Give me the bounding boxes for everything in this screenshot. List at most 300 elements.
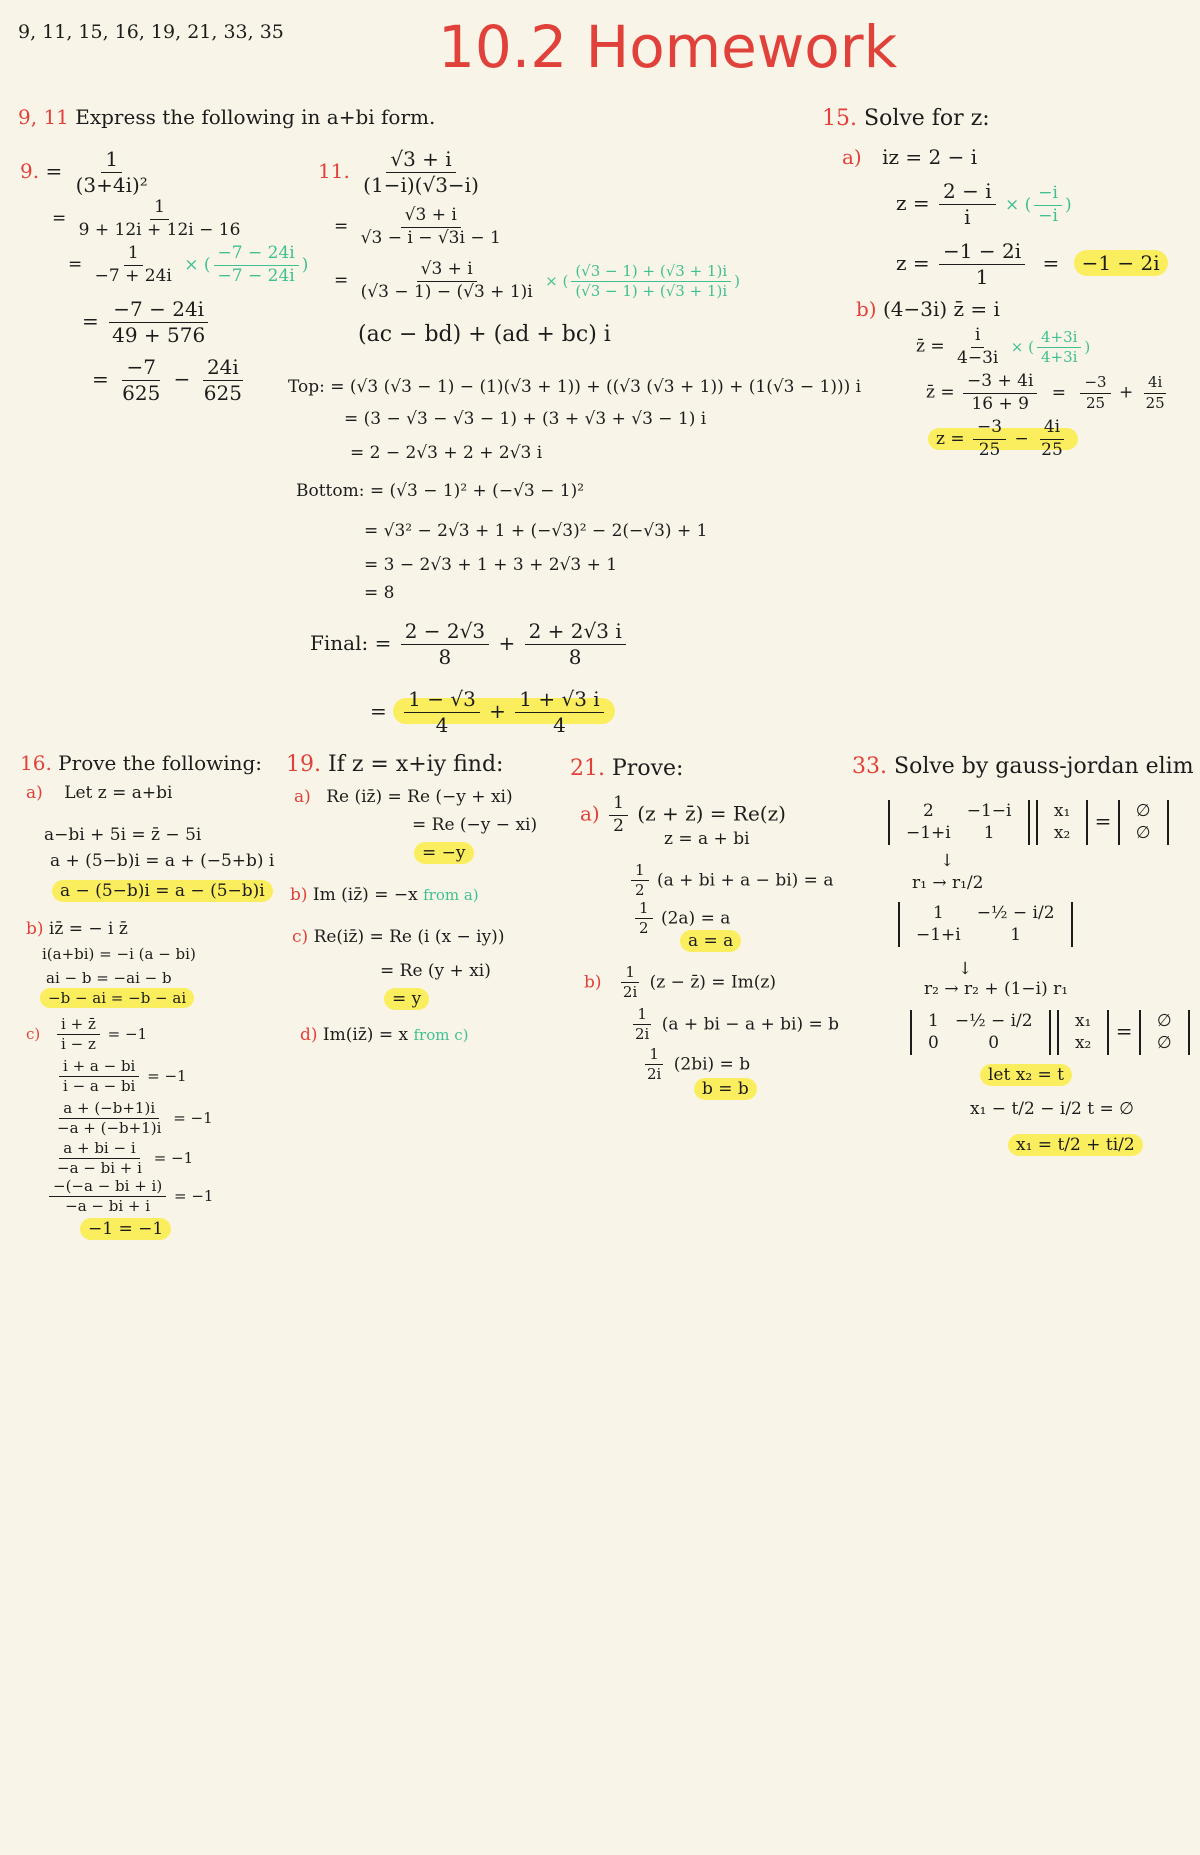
times-sign: × — [1010, 337, 1024, 356]
highlighted-answer: a = a — [680, 930, 741, 952]
expression: Let z = a+bi — [64, 783, 173, 803]
cell: −1−i — [966, 801, 1012, 821]
cell: −½ − i/2 — [976, 903, 1055, 923]
part-label: d) — [300, 1025, 318, 1045]
fraction — [1080, 374, 1110, 412]
p11-answer — [370, 688, 615, 737]
p9-line-5 — [92, 356, 249, 405]
p16-b-1: i(a+bi) = −i (a − bi) — [42, 945, 196, 963]
fraction — [200, 356, 246, 405]
fraction — [973, 418, 1006, 460]
heading-text: Express the following in a+bi form. — [75, 105, 436, 129]
times-sign: × — [184, 254, 199, 275]
p11-line-3 — [334, 260, 740, 302]
denominator: (√3 − 1) + (√3 + 1)i — [575, 282, 728, 301]
fraction — [631, 862, 649, 900]
equals: = — [374, 631, 392, 655]
p11-top-1 — [288, 378, 861, 398]
top-label: Top: — [288, 377, 325, 397]
p19-a-1 — [294, 788, 513, 808]
times-sign: × — [545, 271, 558, 290]
fraction — [939, 240, 1025, 289]
denominator: 2i — [635, 1025, 650, 1044]
variable-vector — [1036, 800, 1088, 845]
denominator: −7 − 24i — [217, 265, 295, 286]
p11-bottom-2: = √3² − 2√3 + 1 + (−√3)² − 2(−√3) + 1 — [364, 521, 708, 541]
minus: − — [1014, 428, 1029, 449]
numerator: −3 — [1080, 374, 1110, 393]
denominator: −7 + 24i — [94, 265, 172, 286]
conjugate-multiplier: × ( $\frac{-i}{-i}$ ) — [1004, 183, 1072, 226]
numerator: √3 + i — [401, 206, 461, 228]
numerator: −i — [1034, 184, 1062, 206]
p15-a-3 — [896, 240, 1168, 289]
fraction — [643, 1046, 665, 1084]
numerator: (√3 − 1) + (√3 + 1)i — [571, 263, 731, 282]
plus: + — [498, 631, 516, 655]
numerator: 4i — [1144, 374, 1166, 393]
expression: = (√3 (√3 − 1) − (1)(√3 + 1)) + ((√3 (√3 + 1)) + (1(√3 − 1))) i — [330, 377, 862, 397]
lhs: z = — [896, 191, 930, 215]
denominator: 8 — [568, 645, 582, 669]
result: = −1 — [107, 1024, 148, 1043]
p19-a-2: = Re (−y − xi) — [412, 815, 538, 835]
conjugate-multiplier: × ( $\frac{-7 - 24i}{-7 - 24i}$ ) — [184, 243, 309, 286]
denominator: 2 — [635, 881, 645, 900]
part-label: a) — [26, 783, 43, 803]
fraction — [53, 1140, 146, 1178]
p19-c-2: = Re (y + xi) — [380, 961, 491, 981]
fraction — [53, 1100, 165, 1138]
p15-a-2 — [896, 180, 1072, 229]
numerator: −7 − 24i — [109, 298, 208, 323]
cell: −½ − i/2 — [954, 1011, 1033, 1031]
fraction — [953, 326, 1002, 368]
expression: (4−3i) z̄ = i — [882, 297, 1000, 321]
numerator: √3 + i — [417, 260, 477, 282]
p16-b-3 — [40, 990, 194, 1007]
heading-text: Prove the following: — [58, 751, 263, 775]
heading-text: Solve by gauss-jordan elim — [894, 754, 1194, 779]
p33-system — [888, 800, 1169, 845]
part-label: a) — [580, 801, 600, 826]
p11-bottom-1 — [296, 482, 584, 502]
numerator: −3 — [973, 418, 1006, 440]
result: = −1 — [173, 1186, 214, 1205]
numerator: a + (−b+1)i — [59, 1100, 159, 1119]
denominator: 2 — [639, 919, 649, 938]
p21-a-5 — [680, 932, 741, 952]
p16-a-0 — [26, 784, 172, 804]
p33-step-1: r₁ → r₁/2 — [912, 873, 984, 893]
cell: 1 — [928, 1011, 939, 1031]
numerator: 2 − i — [939, 180, 996, 205]
fraction — [619, 964, 641, 1002]
denominator: i − z — [61, 1035, 96, 1054]
conjugate-multiplier: × ( $\frac{(√3 - 1) + (√3 + 1)i}{(√3 - 1) + (√3 + 1)i}$ ) — [545, 261, 740, 301]
equals: = — [334, 270, 349, 291]
part-label: a) — [294, 787, 311, 807]
denominator: i — [964, 205, 971, 229]
result: = −1 — [147, 1066, 187, 1085]
p11-line-1 — [318, 148, 486, 197]
down-arrow-icon: ↓ — [940, 851, 955, 871]
highlighted-answer: −1 = −1 — [80, 1218, 171, 1240]
fraction — [609, 794, 628, 836]
conjugate-multiplier: × ( $\frac{4+3i}{4+3i}$ ) — [1010, 327, 1091, 367]
cell: ∅ — [1156, 1032, 1172, 1053]
fraction — [939, 180, 996, 229]
reference-note: from a) — [423, 886, 479, 904]
cell: ∅ — [1135, 822, 1151, 843]
heading-text: Solve for z: — [864, 106, 990, 131]
expression: (2a) = a — [660, 908, 731, 929]
p21-b-4 — [694, 1080, 757, 1100]
fraction — [1142, 374, 1169, 412]
denominator: 25 — [1085, 393, 1106, 412]
numerator: 1 − √3 — [404, 688, 480, 713]
denominator: 49 + 576 — [112, 323, 206, 347]
denominator: −a − bi + i — [57, 1159, 142, 1178]
highlighted-answer: b = b — [694, 1078, 757, 1100]
cell: 1 — [932, 903, 944, 923]
p16-heading — [20, 752, 262, 775]
p19-c-3 — [384, 990, 429, 1010]
problem-number: 11. — [318, 159, 350, 183]
cell: −1+i — [906, 822, 951, 843]
times-sign: × — [1004, 195, 1020, 215]
highlighted-assumption: let x₂ = t — [980, 1064, 1072, 1086]
p19-b-1 — [290, 886, 479, 906]
p21-a-3 — [628, 862, 833, 900]
p9-line-1 — [20, 148, 155, 197]
part-label: b) — [26, 919, 44, 939]
numerator: 1 — [633, 1006, 651, 1025]
equals: = — [1051, 382, 1067, 403]
fraction — [57, 1016, 100, 1054]
p16-c-1 — [26, 1016, 147, 1054]
numerator: 2 − 2√3 — [401, 620, 489, 645]
cell: 1 — [1010, 924, 1022, 945]
denominator: −a − bi + i — [65, 1197, 151, 1216]
p11-formula: (ac − bd) + (ad + bc) i — [358, 322, 611, 347]
denominator: √3 − i − √3i − 1 — [360, 227, 501, 248]
fraction — [108, 298, 209, 347]
numerator: 1 — [621, 964, 639, 983]
p16-c-2 — [56, 1058, 187, 1096]
cell: 2 — [922, 801, 934, 821]
cell: x₁ — [1053, 801, 1071, 821]
equals: = — [82, 309, 99, 333]
fraction — [59, 1058, 139, 1096]
denominator: 4 — [435, 713, 449, 737]
equals: = — [45, 159, 63, 183]
p11-line-2 — [334, 206, 508, 248]
expression: = (√3 − 1)² + (−√3 − 1)² — [369, 481, 585, 501]
part-label: c) — [292, 927, 309, 947]
numerator: 1 — [631, 862, 649, 881]
cell: ∅ — [1156, 1011, 1172, 1031]
expression: Re(iz̄) = Re (i (x − iy)) — [313, 927, 505, 947]
p16-c-5 — [46, 1178, 213, 1216]
problem-number: 9, 11 — [18, 105, 69, 129]
p16-a-3 — [52, 882, 273, 902]
numerator: a + bi − i — [59, 1140, 139, 1159]
p21-heading — [570, 756, 683, 781]
p19-d-1 — [300, 1026, 468, 1046]
p19-c-1 — [292, 928, 504, 948]
p16-c-6 — [80, 1220, 171, 1240]
numerator: 4i — [1040, 418, 1064, 440]
denominator: 625 — [203, 381, 242, 405]
cell: 1 — [983, 822, 995, 843]
fraction — [72, 148, 152, 197]
numerator: −7 − 24i — [214, 244, 299, 266]
denominator: 4−3i — [957, 347, 999, 368]
numerator: 1 — [609, 794, 628, 816]
fraction — [75, 198, 245, 240]
p9-line-3 — [68, 244, 308, 286]
denominator: 25 — [1145, 393, 1165, 412]
fraction — [359, 148, 483, 197]
bottom-label: Bottom: — [296, 481, 365, 501]
p33-answer — [1008, 1136, 1143, 1156]
fraction — [515, 688, 603, 737]
part-label: b) — [856, 297, 877, 321]
denominator: (√3 − 1) − (√3 + 1)i — [360, 281, 533, 302]
minus: − — [173, 367, 191, 391]
p15-b-1 — [856, 298, 1000, 321]
denominator: 25 — [978, 439, 1001, 460]
p19-heading — [286, 752, 503, 777]
expression: (z − z̄) = Im(z) — [649, 972, 777, 993]
fraction — [49, 1178, 166, 1216]
zero-vector — [1139, 1010, 1190, 1055]
plus: + — [1118, 382, 1134, 403]
highlighted-answer: −1 − 2i — [1074, 250, 1168, 276]
denominator: 4+3i — [1040, 348, 1078, 367]
expression: Im (iz̄) = −x — [312, 885, 418, 905]
equals: = — [334, 216, 349, 237]
highlighted-answer — [393, 687, 615, 737]
numerator: 1 + √3 i — [515, 688, 603, 713]
fraction — [357, 260, 537, 302]
cell: x₂ — [1053, 822, 1071, 843]
p33-system-reduced — [910, 1010, 1190, 1055]
heading-text: Prove: — [612, 756, 684, 781]
p33-let — [980, 1066, 1072, 1086]
denominator: 8 — [438, 645, 452, 669]
p21-a-2: z = a + bi — [664, 829, 750, 849]
equals: = — [1042, 251, 1060, 275]
problem-list: 9, 11, 15, 16, 19, 21, 33, 35 — [18, 21, 284, 43]
p15-b-4 — [928, 418, 1078, 460]
variable-vector — [1057, 1010, 1109, 1055]
fraction — [118, 356, 164, 405]
problem-number: 15. — [822, 106, 857, 131]
p33-step-2: r₂ → r₂ + (1−i) r₁ — [924, 979, 1069, 999]
lhs: z̄ = — [926, 382, 955, 403]
p16-c-4 — [50, 1140, 193, 1178]
result: = −1 — [153, 1148, 194, 1167]
p9-line-2 — [52, 198, 247, 240]
denominator: 9 + 12i + 12i − 16 — [78, 219, 241, 240]
cell: x₁ — [1074, 1011, 1092, 1031]
fraction — [1034, 184, 1062, 226]
cell: x₂ — [1074, 1032, 1092, 1053]
cell: 0 — [988, 1032, 1000, 1053]
numerator: −(−a − bi + i) — [49, 1178, 166, 1197]
numerator: −1 − 2i — [939, 240, 1025, 265]
denominator: i − a − bi — [63, 1077, 136, 1096]
fraction — [635, 900, 653, 938]
expression: (2bi) = b — [673, 1054, 751, 1075]
part-label: c) — [26, 1024, 41, 1043]
numerator: i + a − bi — [59, 1058, 139, 1077]
reference-note: from c) — [413, 1026, 469, 1044]
denominator: 2i — [622, 983, 638, 1002]
problem-number: 21. — [570, 756, 605, 781]
part-label: b) — [290, 885, 308, 905]
problem-number: 33. — [852, 754, 887, 779]
expression: iz = 2 − i — [882, 145, 978, 169]
fraction — [91, 244, 176, 286]
highlighted-answer: x₁ = t/2 + ti/2 — [1008, 1134, 1143, 1156]
p16-b-0 — [26, 920, 128, 940]
cell: 0 — [928, 1032, 939, 1053]
numerator: 1 — [635, 900, 653, 919]
coefficient-matrix — [888, 800, 1030, 845]
page-title: 10.2 Homework — [438, 13, 898, 81]
problem-number: 9. — [20, 159, 40, 183]
lhs: z = — [936, 428, 965, 449]
plus: + — [489, 699, 506, 723]
numerator: √3 + i — [386, 148, 455, 173]
fraction — [631, 1006, 653, 1044]
numerator: 1 — [101, 148, 122, 173]
problem-number: 19. — [286, 752, 321, 777]
zero-vector — [1118, 800, 1169, 845]
p9-line-4 — [82, 298, 212, 347]
p15-b-2 — [916, 326, 1090, 368]
section-heading-9-11 — [18, 106, 435, 129]
highlighted-answer: −b − ai = −b − ai — [40, 988, 194, 1008]
expression: (z + z̄) = Re(z) — [637, 801, 786, 826]
denominator: 2i — [647, 1065, 662, 1084]
p16-a-2: a + (5−b)i = a + (−5+b) i — [50, 851, 275, 871]
denominator: 2 — [613, 815, 624, 836]
p33-heading — [852, 754, 1194, 779]
highlighted-answer: a − (5−b)i = a − (5−b)i — [52, 880, 273, 902]
equals: = — [52, 208, 67, 229]
problem-number: 16. — [20, 751, 52, 775]
cell: −1+i — [916, 924, 961, 945]
p15-b-3 — [926, 372, 1172, 414]
equals: = — [68, 254, 83, 275]
p11-bottom-4: = 8 — [364, 583, 395, 603]
p15-heading — [822, 106, 990, 131]
fraction — [404, 688, 480, 737]
denominator: 16 + 9 — [971, 393, 1029, 414]
heading-text: If z = x+iy find: — [328, 752, 504, 777]
p16-c-3 — [50, 1100, 213, 1138]
fraction — [1037, 329, 1081, 367]
p16-b-2: ai − b = −ai − b — [46, 969, 172, 987]
part-label: b) — [584, 972, 602, 993]
denominator: 4 — [553, 713, 566, 737]
p11-top-2: = (3 − √3 − √3 − 1) + (3 + √3 + √3 − 1) i — [344, 409, 707, 429]
numerator: −3 + 4i — [963, 372, 1037, 394]
part-label: a) — [842, 145, 862, 169]
equals: = — [370, 699, 387, 723]
expression: (a + bi − a + bi) = b — [661, 1014, 840, 1035]
p15-a-1 — [842, 146, 977, 169]
numerator: i + z̄ — [57, 1016, 100, 1035]
fraction — [401, 620, 489, 669]
lhs: z̄ = — [916, 336, 945, 357]
p16-a-1: a−bi + 5i = z̄ − 5i — [44, 825, 202, 845]
denominator: −a + (−b+1)i — [57, 1119, 162, 1138]
result: = −1 — [173, 1108, 213, 1127]
reduced-matrix — [898, 902, 1073, 947]
expression: (a + bi + a − bi) = a — [656, 870, 834, 891]
p21-b-2 — [628, 1006, 839, 1044]
expression: iz̄ = − i z̄ — [48, 919, 128, 939]
highlighted-answer: = −y — [414, 842, 474, 864]
reduced-matrix — [910, 1010, 1051, 1055]
numerator: −7 — [122, 356, 159, 381]
expression: Re (iz̄) = Re (−y + xi) — [326, 787, 513, 807]
denominator: 625 — [122, 381, 161, 405]
highlighted-answer: = y — [384, 988, 429, 1010]
p33-matrix-2 — [898, 902, 1073, 947]
p21-b-1 — [584, 964, 776, 1002]
denominator: (3+4i)² — [75, 173, 148, 197]
numerator: 1 — [645, 1046, 663, 1065]
fraction — [571, 263, 731, 301]
denominator: (1−i)(√3−i) — [363, 173, 479, 197]
equals: = — [1094, 809, 1112, 834]
down-arrow-icon: ↓ — [958, 959, 973, 979]
highlighted-answer — [928, 417, 1078, 460]
numerator: 1 — [150, 198, 169, 220]
denominator: 1 — [975, 265, 989, 289]
p11-top-3: = 2 − 2√3 + 2 + 2√3 i — [350, 443, 543, 463]
p11-final — [310, 620, 629, 669]
numerator: 24i — [203, 356, 243, 381]
numerator: 1 — [124, 244, 143, 266]
fraction — [357, 206, 505, 248]
cell: ∅ — [1135, 801, 1151, 821]
fraction — [214, 244, 299, 286]
p19-a-3 — [414, 844, 474, 864]
fraction — [1037, 418, 1067, 460]
p33-equation: x₁ − t/2 − i/2 t = ∅ — [970, 1099, 1134, 1119]
denominator: 25 — [1041, 439, 1063, 460]
numerator: 4+3i — [1037, 329, 1081, 348]
equals: = — [1115, 1019, 1133, 1044]
denominator: −i — [1038, 206, 1058, 226]
numerator: 2 + 2√3 i — [525, 620, 626, 645]
numerator: i — [971, 326, 984, 348]
p11-bottom-3: = 3 − 2√3 + 1 + 3 + 2√3 + 1 — [364, 555, 618, 575]
lhs: z = — [896, 251, 930, 275]
expression: Im(iz̄) = x — [322, 1025, 409, 1045]
final-label: Final: — [310, 631, 369, 655]
fraction — [525, 620, 626, 669]
fraction — [963, 372, 1037, 414]
equals: = — [92, 367, 109, 391]
